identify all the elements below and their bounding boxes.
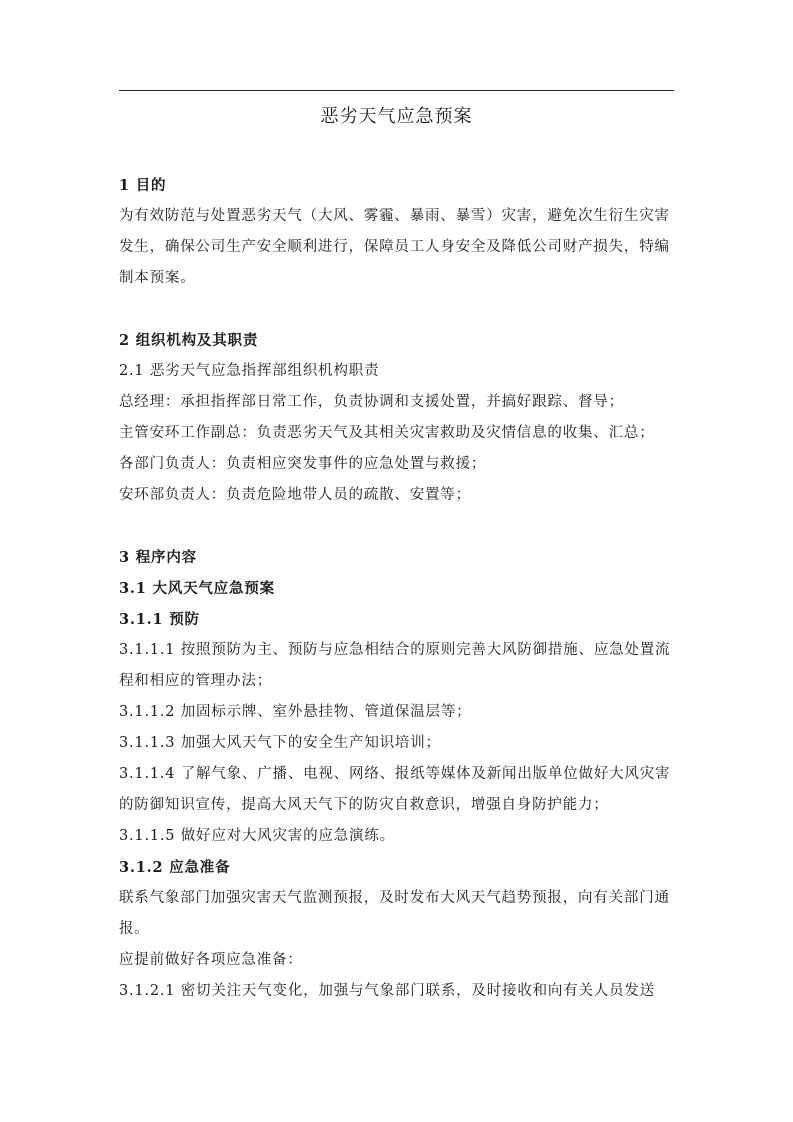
section-heading: 3.1.1 预防: [119, 611, 200, 628]
paragraph: 总经理：承担指挥部日常工作，负责协调和支援处置，并搞好跟踪、督导；: [119, 394, 624, 410]
paragraph: 安环部负责人：负责危险地带人员的疏散、安置等；: [119, 487, 471, 503]
paragraph: 应提前做好各项应急准备：: [119, 952, 303, 968]
paragraph: 各部门负责人：负责相应突发事件的应急处置与救援；: [119, 456, 487, 472]
section-heading: 3 程序内容: [119, 549, 197, 566]
paragraph: 3.1.2.1 密切关注天气变化，加强与气象部门联系，及时接收和向有关人员发送: [119, 983, 656, 999]
section-heading: 1 目的: [119, 177, 167, 194]
paragraph: 3.1.1.1 按照预防为主、预防与应急相结合的原则完善大风防御措施、应急处置流程和相应的管理办法；: [119, 642, 671, 689]
paragraph: 为有效防范与处置恶劣天气（大风、雾霾、暴雨、暴雪）灾害，避免次生衍生灾害发生，确保公司生产安全顺利进行，保障员工人身安全及降低公司财产损失，特编制本预案。: [119, 208, 670, 286]
paragraph: 2.1 恶劣天气应急指挥部组织机构职责: [119, 363, 380, 379]
header-rule: [119, 90, 674, 91]
paragraph: 3.1.1.4 了解气象、广播、电视、网络、报纸等媒体及新闻出版单位做好大风灾害的防御知识宣传，提高大风天气下的防灾自救意识，增强自身防护能力；: [119, 766, 671, 813]
document-body: [119, 170, 674, 1007]
section-heading: 3.1.2 应急准备: [119, 859, 231, 876]
paragraph: 联系气象部门加强灾害天气监测预报，及时发布大风天气趋势预报，向有关部门通报。: [119, 890, 670, 937]
paragraph-gap: [119, 511, 674, 542]
section-heading: 2 组织机构及其职责: [119, 332, 259, 349]
paragraph: 主管安环工作副总：负责恶劣天气及其相关灾害救助及灾情信息的收集、汇总；: [119, 425, 655, 441]
paragraph: 3.1.1.3 加强大风天气下的安全生产知识培训；: [119, 735, 441, 751]
document-title: 恶劣天气应急预案: [320, 106, 473, 127]
section-heading: 3.1 大风天气应急预案: [119, 580, 275, 597]
paragraph: 3.1.1.5 做好应对大风灾害的应急演练。: [119, 828, 395, 844]
paragraph-gap: [119, 294, 674, 325]
paragraph: 3.1.1.2 加固标示牌、室外悬挂物、管道保温层等；: [119, 704, 472, 720]
